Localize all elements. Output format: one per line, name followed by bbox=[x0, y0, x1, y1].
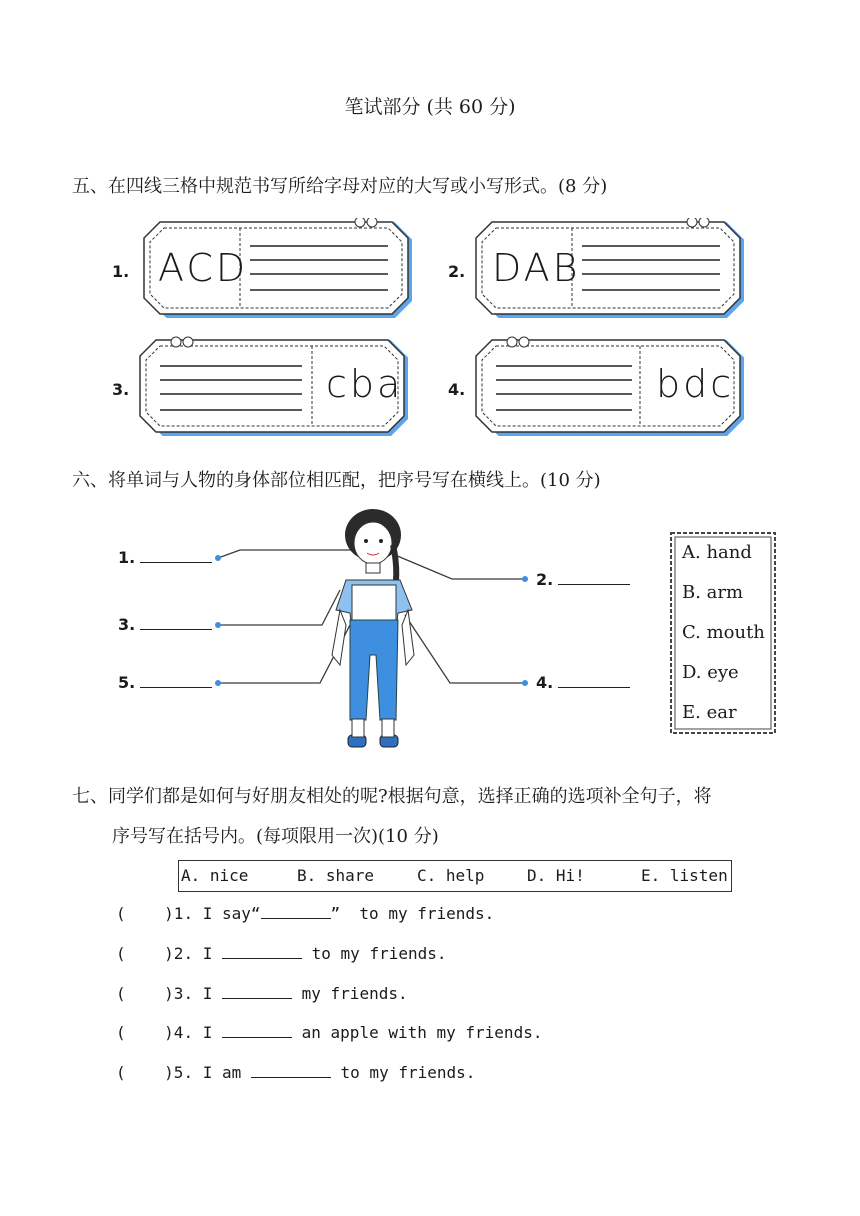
item-2: ( )2. I to my friends. bbox=[116, 944, 447, 963]
card-4-number: 4. bbox=[448, 380, 466, 399]
card-3-letters: cba bbox=[326, 362, 404, 406]
card-3-number: 3. bbox=[112, 380, 130, 399]
card-4-letters: bdc bbox=[656, 362, 735, 406]
answer-blank[interactable] bbox=[222, 984, 292, 999]
options-box bbox=[668, 530, 778, 736]
word-option-e: E. listen bbox=[641, 866, 728, 885]
answer-blank[interactable] bbox=[261, 904, 331, 919]
match-label-3: 3. bbox=[118, 615, 212, 634]
option-c: C. mouth bbox=[682, 622, 765, 643]
blank-line[interactable] bbox=[558, 673, 630, 688]
card-2-letters: DAB bbox=[492, 246, 581, 290]
match-label-2: 2. bbox=[536, 570, 630, 589]
option-b: B. arm bbox=[682, 582, 744, 603]
writing-card-3 bbox=[136, 336, 408, 436]
page-title: 笔试部分 (共 60 分) bbox=[344, 96, 516, 118]
answer-blank[interactable] bbox=[222, 1023, 292, 1038]
girl-illustration bbox=[332, 509, 414, 747]
option-d: D. eye bbox=[682, 662, 739, 683]
option-a: A. hand bbox=[682, 542, 752, 563]
word-option-c: C. help bbox=[417, 866, 485, 885]
word-option-a: A. nice bbox=[181, 866, 249, 885]
section-7-heading-line1: 七、同学们都是如何与好朋友相处的呢?根据句意，选择正确的选项补全句子，将 bbox=[72, 786, 712, 807]
item-1: ( )1. I say“ ” to my friends. bbox=[116, 904, 495, 923]
match-label-1: 1. bbox=[118, 548, 212, 567]
word-options-box bbox=[178, 860, 732, 892]
writing-card-4 bbox=[472, 336, 744, 436]
card-1-letters: ACD bbox=[158, 246, 249, 290]
match-label-4: 4. bbox=[536, 673, 630, 692]
card-1-number: 1. bbox=[112, 262, 130, 281]
item-5: ( )5. I am to my friends. bbox=[116, 1063, 476, 1082]
writing-card-1 bbox=[140, 218, 412, 318]
section-7-heading-line2: 序号写在括号内。(每项限用一次)(10 分) bbox=[112, 826, 439, 847]
writing-card-2 bbox=[472, 218, 744, 318]
word-option-d: D. Hi! bbox=[527, 866, 585, 885]
card-2-number: 2. bbox=[448, 262, 466, 281]
blank-line[interactable] bbox=[140, 673, 212, 688]
answer-blank[interactable] bbox=[222, 944, 302, 959]
item-3: ( )3. I my friends. bbox=[116, 984, 408, 1003]
blank-line[interactable] bbox=[140, 615, 212, 630]
option-e: E. ear bbox=[682, 702, 737, 723]
section-5-heading: 五、在四线三格中规范书写所给字母对应的大写或小写形式。(8 分) bbox=[72, 176, 608, 197]
blank-line[interactable] bbox=[558, 570, 630, 585]
blank-line[interactable] bbox=[140, 548, 212, 563]
item-4: ( )4. I an apple with my friends. bbox=[116, 1023, 543, 1042]
section-6-heading: 六、将单词与人物的身体部位相匹配，把序号写在横线上。(10 分) bbox=[72, 470, 601, 491]
word-option-b: B. share bbox=[297, 866, 375, 885]
match-label-5: 5. bbox=[118, 673, 212, 692]
answer-blank[interactable] bbox=[251, 1063, 331, 1078]
